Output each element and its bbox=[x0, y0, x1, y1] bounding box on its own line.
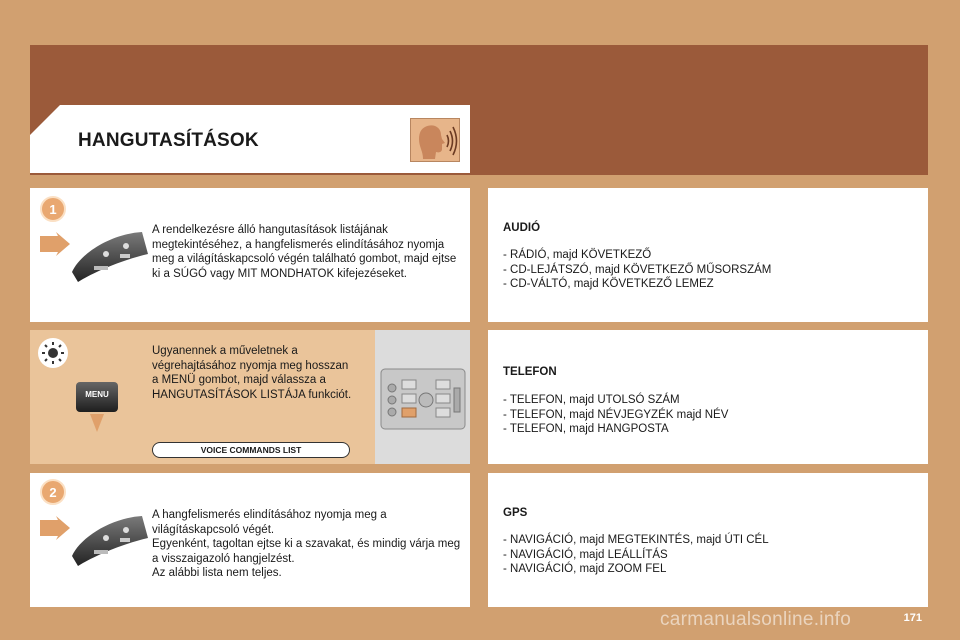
menu-button-label: MENU bbox=[85, 390, 109, 399]
radio-unit-icon bbox=[380, 368, 466, 430]
bulb-icon bbox=[38, 338, 68, 368]
voice-command-icon bbox=[410, 118, 460, 162]
list-item: - TELEFON, majd NÉVJEGYZÉK majd NÉV bbox=[503, 408, 728, 423]
step2-line-1: A hangfelismerés elindításához nyomja meg a világításkapcsoló végét. bbox=[152, 509, 387, 536]
audio-list bbox=[503, 248, 771, 292]
stalk-switch-icon bbox=[70, 508, 148, 566]
list-item: - NAVIGÁCIÓ, majd LEÁLLÍTÁS bbox=[503, 548, 769, 563]
gps-list bbox=[503, 533, 769, 577]
audio-heading: AUDIÓ bbox=[503, 222, 541, 234]
list-item: - RÁDIÓ, majd KÖVETKEZŐ bbox=[503, 248, 771, 263]
step-badge-1: 1 bbox=[40, 196, 66, 222]
page-number: 171 bbox=[903, 612, 922, 624]
step2-text bbox=[152, 508, 464, 581]
page-title: HANGUTASÍTÁSOK bbox=[78, 130, 259, 151]
list-item: - NAVIGÁCIÓ, majd ZOOM FEL bbox=[503, 562, 769, 577]
list-item: - CD-LEJÁTSZÓ, majd KÖVETKEZŐ MŰSORSZÁM bbox=[503, 263, 771, 278]
voice-commands-list-pill: VOICE COMMANDS LIST bbox=[152, 442, 350, 458]
watermark: carmanualsonline.info bbox=[660, 609, 852, 630]
pointer-arrow-icon bbox=[40, 516, 70, 540]
step-badge-2: 2 bbox=[40, 479, 66, 505]
step2-line-2: Egyenként, tagoltan ejtse ki a szavakat, és mindig várja meg a visszaigazoló hangjelzést. bbox=[152, 538, 461, 565]
step2-line-3: Az alábbi lista nem teljes. bbox=[152, 567, 282, 579]
list-item: - TELEFON, majd UTOLSÓ SZÁM bbox=[503, 393, 728, 408]
gps-heading: GPS bbox=[503, 507, 528, 519]
list-item: - NAVIGÁCIÓ, majd MEGTEKINTÉS, majd ÚTI CÉL bbox=[503, 533, 769, 548]
step1-text: A rendelkezésre álló hangutasítások listájának megtekintéséhez, a hangfelismerés elindításához nyomja meg a világításkapcsoló végén található gombot, majd ejtse ki a SÚGÓ vagy MIT MONDHATOK kifejezéseket. bbox=[152, 224, 457, 280]
tip-text: Ugyanennek a műveletnek a végrehajtásához nyomja meg hosszan a MENÜ gombot, majd válassza a HANGUTASÍTÁSOK LISTÁJA funkciót. bbox=[152, 345, 352, 401]
pointer-arrow-icon bbox=[40, 232, 70, 256]
list-item: - CD-VÁLTÓ, majd KÖVETKEZŐ LEMEZ bbox=[503, 277, 771, 292]
telefon-list bbox=[503, 393, 728, 437]
menu-button-icon bbox=[74, 380, 120, 432]
telefon-heading: TELEFON bbox=[503, 366, 557, 378]
list-item: - TELEFON, majd HANGPOSTA bbox=[503, 422, 728, 437]
stalk-switch-icon bbox=[70, 224, 148, 282]
